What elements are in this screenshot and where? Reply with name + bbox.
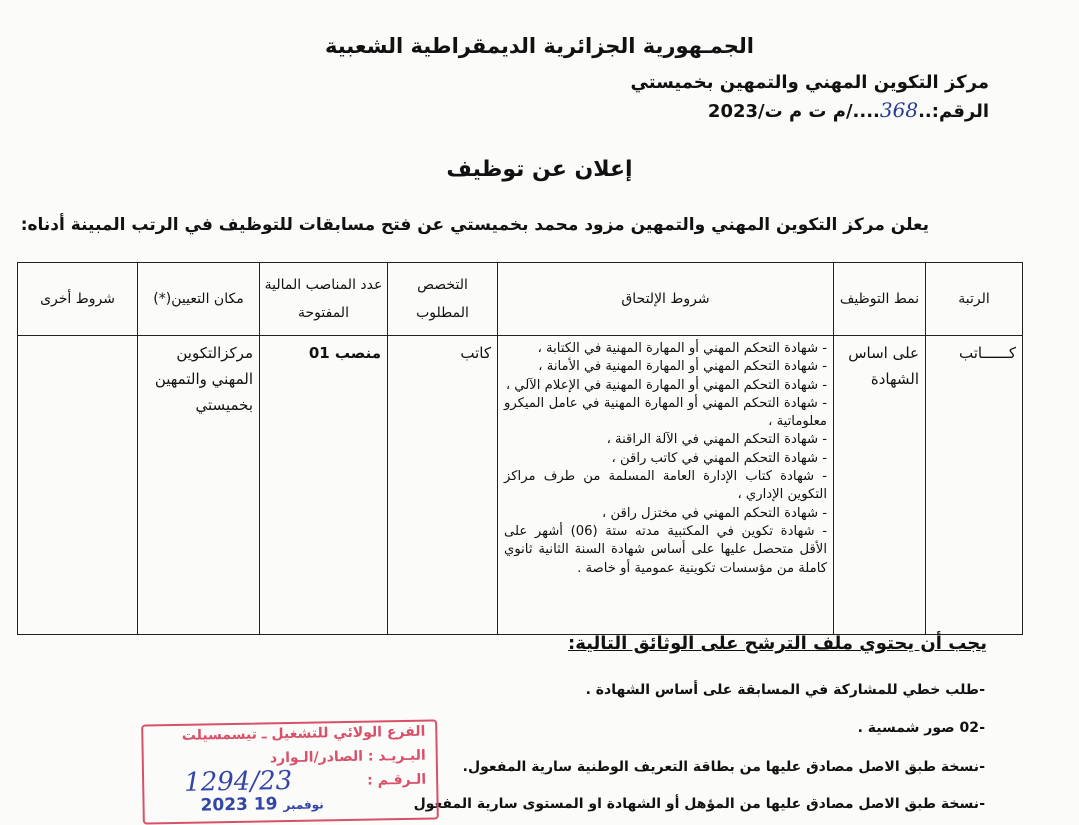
header-rank: الرتبة [926,263,1023,336]
cell-conditions [498,336,834,635]
list-item: - شهادة التحكم المهني أو المهارة المهنية في الأمانة ، [504,358,827,376]
list-item: - شهادة التحكم المهني أو المهارة المهنية في الكتابة ، [504,340,827,358]
list-item: - شهادة كتاب الإدارة العامة المسلمة من طرف مراكز التكوين الإداري ، [504,468,827,505]
list-item: - شهادة تكوين في المكتبية مدته ستة (06) أشهر على الأقل متحصل عليها على أساس شهادة السنة الثانية ثانوي كاملة من مؤسسات تكوينية عمومية أو خاصة . [504,523,827,578]
incoming-mail-stamp [141,719,439,824]
stamp-line-mail: البـريـد : الصادر/الـوارد [269,747,426,767]
list-item: - شهادة التحكم المهني أو المهارة المهنية في عامل الميكرو معلوماتية ، [504,395,827,432]
header-place: مكان التعيين(*) [138,263,260,336]
list-bullet: - [979,796,985,812]
list-bullet: - [979,720,985,736]
cell-rank: كــــــاتب [926,336,1023,635]
conditions-list [504,340,827,578]
intro-paragraph: يعلن مركز التكوين المهني والتمهين مزود محمد بخميستي عن فتح مسابقات للتوظيف في الرتب المبينة أدناه: [20,215,929,235]
cell-place: مركزالتكوين المهني والتمهين بخميستي [138,336,260,635]
list-bullet: - [979,759,985,775]
documents-heading: يجب أن يحتوي ملف الترشح على الوثائق التالية: [568,633,987,654]
stamp-line-office: الفرع الولائي للتشغيل ـ تيسمسيلت [181,723,426,744]
cell-posts: منصب 01 [260,336,388,635]
stamp-handwritten-number: 1294/23 [183,765,293,798]
stamp-day: 19 [253,794,278,815]
stamp-month: نوفمبر [283,797,324,813]
ref-prefix: الرقم:.. [918,101,989,122]
table-row [18,336,1023,635]
header-mode: نمط التوظيف [834,263,926,336]
cell-specialty: كاتب [388,336,498,635]
ref-suffix: ..../م ت م ت/2023 [707,101,880,122]
list-bullet: - [979,682,985,698]
table-header-row [18,263,1023,336]
stamp-year: 2023 [200,794,249,816]
document-item: طلب خطي للمشاركة في المسابقة على أساس الشهادة . [585,682,979,698]
cell-mode: على اساس الشهادة [834,336,926,635]
announcement-title: إعلان عن توظيف [446,157,633,182]
list-item: - شهادة التحكم المهني أو المهارة المهنية في الإعلام الآلي ، [504,377,827,395]
cell-other [18,336,138,635]
list-item: - شهادة التحكم المهني في مختزل راقن ، [504,505,827,523]
document-item: نسخة طبق الاصل مصادق عليها من المؤهل أو الشهادة او المستوى سارية المفعول [413,796,979,812]
header-conditions: شروط الإلتحاق [498,263,834,336]
list-item: - شهادة التحكم المهني في كاتب راقن ، [504,450,827,468]
list-item: - شهادة التحكم المهني في الآلة الراقنة ، [504,431,827,449]
ref-number: 368 [879,98,919,122]
document-item: نسخة طبق الاصل مصادق عليها من بطاقة التعريف الوطنية سارية المفعول. [462,759,979,775]
republic-heading: الجمـهورية الجزائرية الديمقراطية الشعبية [324,34,755,58]
header-other: شروط أخرى [18,263,138,336]
center-name: مركز التكوين المهني والتمهين بخميستي [630,72,989,93]
stamp-line-number-label: الـرقـم : [367,771,427,789]
document-item: 02 صور شمسية . [857,720,979,736]
recruitment-table [17,262,1023,635]
stamp-date [200,793,323,815]
header-posts: عدد المناصب المالية المفتوحة [260,263,388,336]
reference-line [708,98,989,122]
header-specialty: التخصص المطلوب [388,263,498,336]
